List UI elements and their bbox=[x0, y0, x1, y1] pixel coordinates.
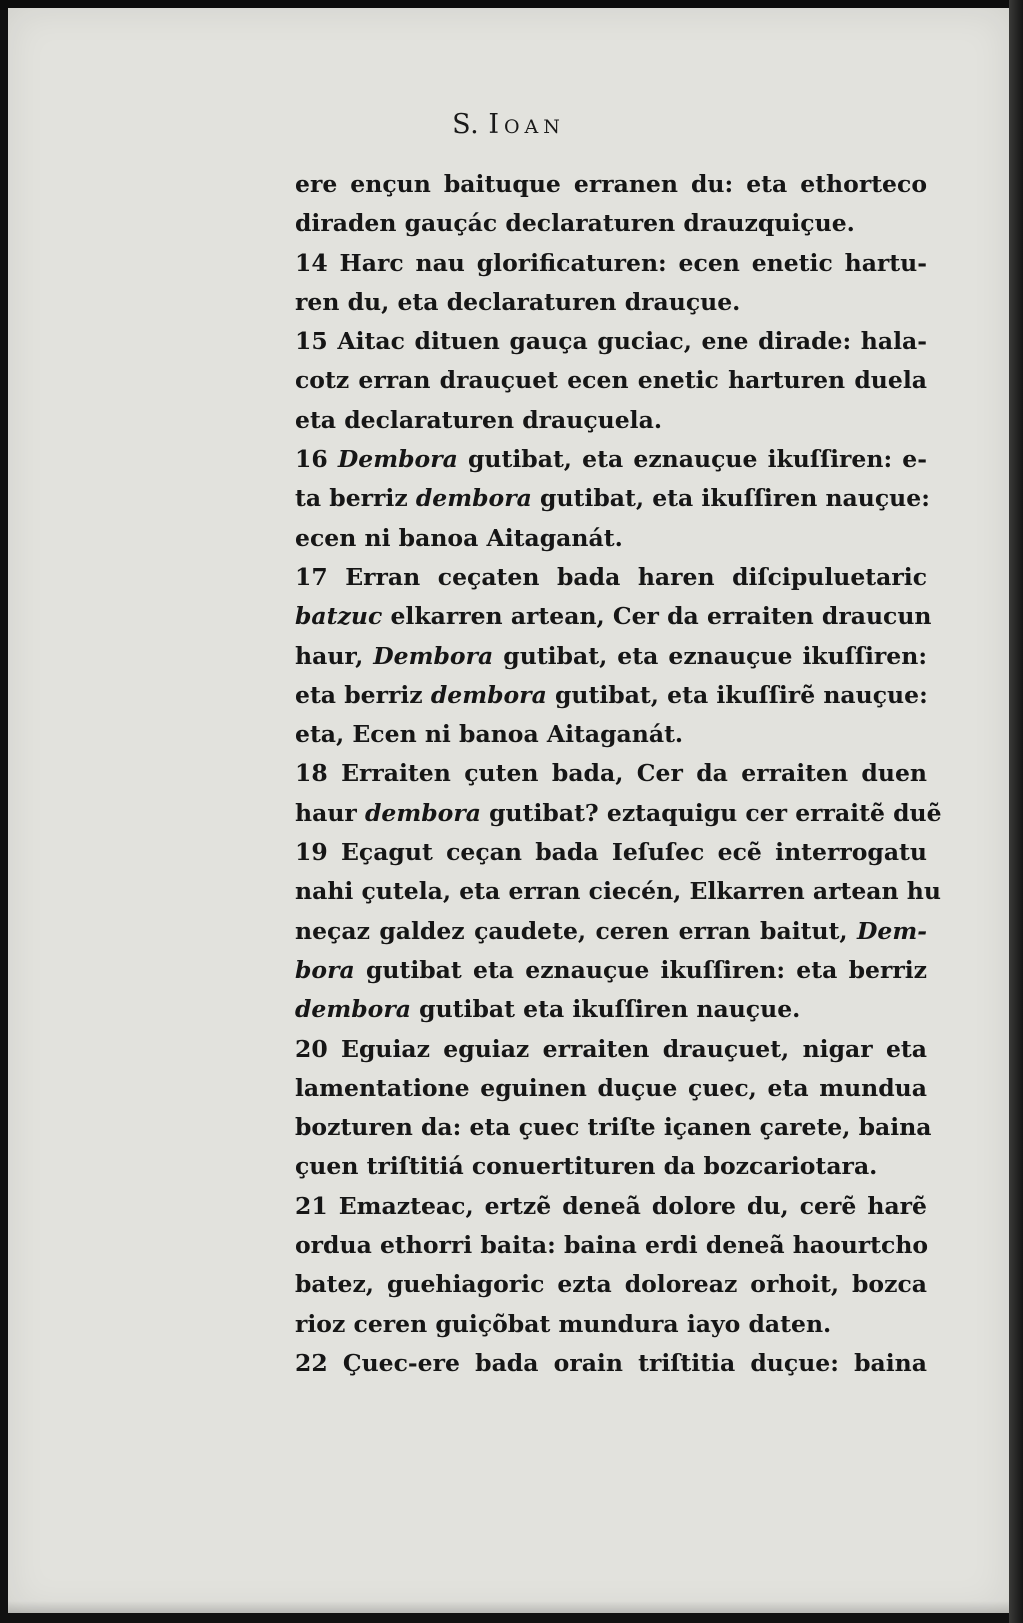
text-line: bora gutibat eta eznauçue ikuſſiren: eta berriz bbox=[295, 955, 927, 984]
text-line: 15 Aitac dituen gauça guciac, ene dirade: hala- bbox=[295, 327, 927, 356]
text-line: 22 Çuec-ere bada orain triſtitia duçue: baina bbox=[295, 1348, 927, 1377]
text-line: neçaz galdez çaudete, ceren erran baitut, Dem- bbox=[295, 916, 927, 945]
running-head-prefix: S. bbox=[452, 109, 480, 140]
text-line: bozturen da: eta çuec triſte içanen çarete, baina bbox=[295, 1113, 932, 1142]
text-line: eta declaraturen drauçuela. bbox=[295, 405, 663, 434]
text-line: batez, guehiagoric ezta doloreaz orhoit, bozca bbox=[295, 1270, 927, 1299]
book-page bbox=[8, 8, 1009, 1613]
text-line: ere ençun baituque erranen du: eta ethorteco bbox=[295, 170, 927, 198]
text-line: çuen triſtitiá conuertituren da bozcariotara. bbox=[295, 1152, 878, 1181]
text-line: 14 Harc nau glorificaturen: ecen enetic hartu- bbox=[295, 248, 927, 277]
text-line: ordua ethorri baita: baina erdi deneã haourtcho bbox=[295, 1231, 929, 1260]
text-line: rioz ceren guiçõbat mundura iayo daten. bbox=[295, 1309, 832, 1338]
text-line: ta berriz dembora gutibat, eta ikuſſiren nauçue: bbox=[295, 484, 930, 513]
italic-word: dembora bbox=[364, 798, 481, 827]
italic-word: dembora bbox=[430, 680, 547, 709]
text-line: nahi çutela, eta erran ciecén, Elkarren artean hu bbox=[295, 877, 941, 906]
italic-word: Dem- bbox=[857, 916, 927, 945]
text-line: lamentatione eguinen duçue çuec, eta mundua bbox=[295, 1073, 927, 1102]
text-line: 18 Erraiten çuten bada, Cer da erraiten duen bbox=[295, 759, 927, 788]
running-head bbox=[8, 109, 1009, 140]
text-line: 16 Dembora gutibat, eta eznauçue ikuſſiren: e- bbox=[295, 445, 928, 474]
text-line: 20 Eguiaz eguiaz erraiten drauçuet, nigar eta bbox=[295, 1034, 927, 1063]
italic-word: batzuc bbox=[295, 602, 383, 631]
text-line: 21 Emazteac, ertzẽ deneã dolore du, cerẽ harẽ bbox=[295, 1191, 927, 1220]
text-line: 17 Erran ceçaten bada haren diſcipuluetaric bbox=[295, 562, 927, 591]
text-line: diraden gauçác declaraturen drauzquiçue. bbox=[295, 209, 855, 238]
italic-word: Dembora bbox=[373, 641, 494, 670]
text-line: dembora gutibat eta ikuſſiren nauçue. bbox=[295, 995, 801, 1024]
text-line: eta, Ecen ni banoa Aitaganát. bbox=[295, 720, 684, 749]
text-line: batzuc elkarren artean, Cer da erraiten draucun bbox=[295, 602, 932, 631]
italic-word: dembora bbox=[295, 995, 411, 1024]
text-line: eta berriz dembora gutibat, eta ikuſſirẽ nauçue: bbox=[295, 680, 928, 709]
scan-border-right bbox=[1009, 0, 1023, 1623]
text-line: haur, Dembora gutibat, eta eznauçue ikuſſiren: bbox=[295, 641, 927, 670]
running-head-name: Ioan bbox=[488, 109, 565, 140]
verse-text bbox=[295, 165, 942, 1383]
text-line: 19 Eçagut ceçan bada Ieſuſec ecẽ interrogatu bbox=[295, 838, 927, 867]
italic-word: bora bbox=[295, 955, 355, 984]
text-line: ren du, eta declaraturen drauçue. bbox=[295, 287, 741, 316]
text-line: haur dembora gutibat? eztaquigu cer erraitẽ duẽ bbox=[295, 798, 942, 827]
text-line: cotz erran drauçuet ecen enetic harturen duela bbox=[295, 366, 927, 395]
text-line: ecen ni banoa Aitaganát. bbox=[295, 523, 623, 552]
italic-word: Dembora bbox=[337, 445, 458, 474]
italic-word: dembora bbox=[415, 484, 532, 513]
